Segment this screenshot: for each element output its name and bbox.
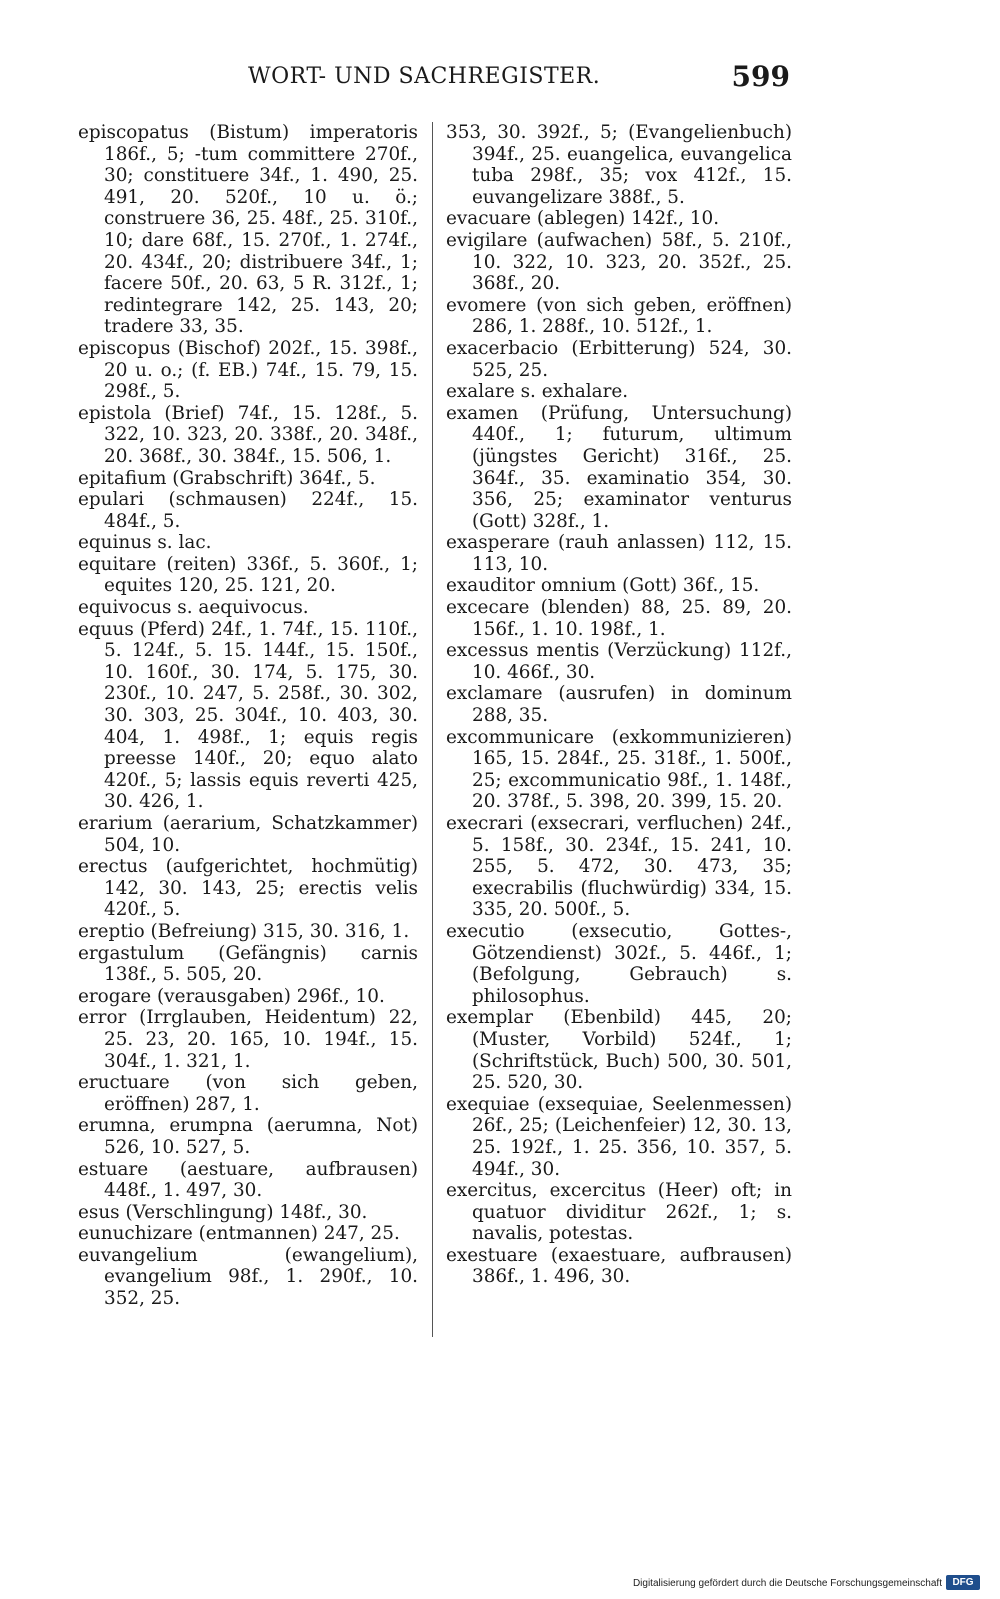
index-entry: episcopus (Bischof) 202f., 15. 398f., 20 u. o.; (f. EB.) 74f., 15. 79, 15. 298f., 5.	[78, 337, 418, 403]
index-entry: epitafium (Grabschrift) 364f., 5.	[78, 467, 376, 489]
index-entry: erumna, erumpna (aerumna, Not) 526, 10. 527, 5.	[78, 1115, 418, 1158]
index-entry: exasperare (rauh anlassen) 112, 15. 113, 10.	[446, 532, 792, 575]
index-entry: eructuare (von sich geben, eröffnen) 287, 1.	[78, 1072, 418, 1115]
index-entry: erectus (aufgerichtet, hochmütig) 142, 30. 143, 25; erectis velis 420f., 5.	[78, 856, 418, 921]
index-entry: exequiae (exsequiae, Seelenmessen) 26f., 25; (Leichenfeier) 12, 30. 13, 25. 192f., 1. 25. 356, 10. 357, 5. 494f., 30.	[446, 1093, 792, 1180]
index-entry: episcopatus (Bistum) imperatoris 186f., 5; -tum committere 270f., 30; constituere 34f., 1. 490, 25. 491, 20. 520f., 10 u. ö.; construere 36, 25. 48f., 25. 310f., 10; dare 68f., 15. 270f., 1. 274f., 20. 434f., 20; distribuere 34f., 1; facere 50f., 20. 63, 5 R. 312f., 1; redintegrare 142, 25. 143, 20; tradere 33, 35.	[78, 122, 418, 338]
index-entry: evacuare (ablegen) 142f., 10.	[446, 208, 720, 230]
index-entry: euvangelium (ewangelium), evangelium 98f., 1. 290f., 10. 352, 25.	[78, 1244, 418, 1310]
page-header	[78, 60, 790, 96]
index-entry: evigilare (aufwachen) 58f., 5. 210f., 10. 322, 10. 323, 20. 352f., 25. 368f., 20.	[446, 229, 792, 295]
index-entry: estuare (aestuare, aufbrausen) 448f., 1. 497, 30.	[78, 1158, 418, 1202]
index-entry: executio (exsecutio, Gottes-, Götzendienst) 302f., 5. 446f., 1; (Befolgung, Gebrauch) s. philosophus.	[446, 920, 792, 1007]
index-entry: epulari (schmausen) 224f., 15. 484f., 5.	[78, 489, 418, 532]
index-entry: ereptio (Befreiung) 315, 30. 316, 1.	[78, 920, 410, 942]
index-entry: exestuare (exaestuare, aufbrausen) 386f., 1. 496, 30.	[446, 1244, 792, 1288]
index-entry: evomere (von sich geben, eröffnen) 286, 1. 288f., 10. 512f., 1.	[446, 294, 792, 338]
index-column-right	[446, 122, 792, 1288]
index-entry: equivocus s. aequivocus.	[78, 597, 309, 619]
index-entry: exacerbacio (Erbitterung) 524, 30. 525, 25.	[446, 337, 792, 381]
page-number: 599	[731, 60, 790, 93]
index-entry: exercitus, excercitus (Heer) oft; in quatuor dividitur 262f., 1; s. navalis, potestas.	[446, 1180, 792, 1245]
index-entry: erarium (aerarium, Schatzkammer) 504, 10.	[78, 813, 418, 856]
index-entry: eunuchizare (entmannen) 247, 25.	[78, 1223, 400, 1245]
index-entry: exalare s. exhalare.	[446, 381, 629, 403]
dfg-logo: DFG	[946, 1575, 980, 1590]
index-entry: excecare (blenden) 88, 25. 89, 20. 156f., 1. 10. 198f., 1.	[446, 597, 792, 640]
index-entry: equus (Pferd) 24f., 1. 74f., 15. 110f., 5. 124f., 5. 15. 144f., 15. 150f., 10. 160f., 30. 174, 5. 175, 30. 230f., 10. 247, 5. 258f., 30. 302, 30. 303, 25. 304f., 10. 403, 30. 404, 1. 498f., 1; equis regis preesse 140f., 20; equo alato 420f., 5; lassis equis reverti 425, 30. 426, 1.	[78, 618, 418, 813]
index-entry: equitare (reiten) 336f., 5. 360f., 1; equites 120, 25. 121, 20.	[78, 553, 418, 597]
index-entry: examen (Prüfung, Untersuchung) 440f., 1; futurum, ultimum (jüngstes Gericht) 316f., 25. 364f., 35. examinatio 354, 30. 356, 25; examinator venturus (Gott) 328f., 1.	[446, 402, 792, 532]
running-head: WORT- UND SACHREGISTER.	[248, 64, 601, 89]
digitization-credit: Digitalisierung gefördert durch die Deutsche Forschungsgemeinschaft	[632, 1578, 942, 1589]
index-entry: excessus mentis (Verzückung) 112f., 10. 466f., 30.	[446, 640, 792, 683]
index-entry: erogare (verausgaben) 296f., 10.	[78, 985, 385, 1007]
index-entry: exemplar (Ebenbild) 445, 20; (Muster, Vorbild) 524f., 1; (Schriftstück, Buch) 500, 30. 501, 25. 520, 30.	[446, 1007, 792, 1094]
column-divider	[432, 122, 433, 1337]
index-entry: esus (Verschlingung) 148f., 30.	[78, 1201, 368, 1223]
index-entry: exauditor omnium (Gott) 36f., 15.	[446, 575, 760, 597]
index-column-left	[78, 122, 418, 1310]
index-entry: excommunicare (exkommunizieren) 165, 15. 284f., 25. 318f., 1. 500f., 25; excommunicatio 98f., 1. 148f., 20. 378f., 5. 398, 20. 399, 15. 20.	[446, 726, 792, 813]
index-entry: execrari (exsecrari, verfluchen) 24f., 5. 158f., 30. 234f., 15. 241, 10. 255, 5. 472, 30. 473, 35; execrabilis (fluchwürdig) 334, 15. 335, 20. 500f., 5.	[446, 813, 792, 921]
index-entry: 353, 30. 392f., 5; (Evangelienbuch) 394f., 25. euangelica, euvangelica tuba 298f., 35; vox 412f., 15. euvangelizare 388f., 5.	[446, 122, 792, 208]
index-entry: error (Irrglauben, Heidentum) 22, 25. 23, 20. 165, 10. 194f., 15. 304f., 1. 321, 1.	[78, 1007, 418, 1072]
index-entry: epistola (Brief) 74f., 15. 128f., 5. 322, 10. 323, 20. 338f., 20. 348f., 20. 368f., 30. 384f., 15. 506, 1.	[78, 402, 418, 467]
index-entry: equinus s. lac.	[78, 532, 212, 554]
index-entry: exclamare (ausrufen) in dominum 288, 35.	[446, 683, 792, 727]
index-entry: ergastulum (Gefängnis) carnis 138f., 5. 505, 20.	[78, 942, 418, 986]
